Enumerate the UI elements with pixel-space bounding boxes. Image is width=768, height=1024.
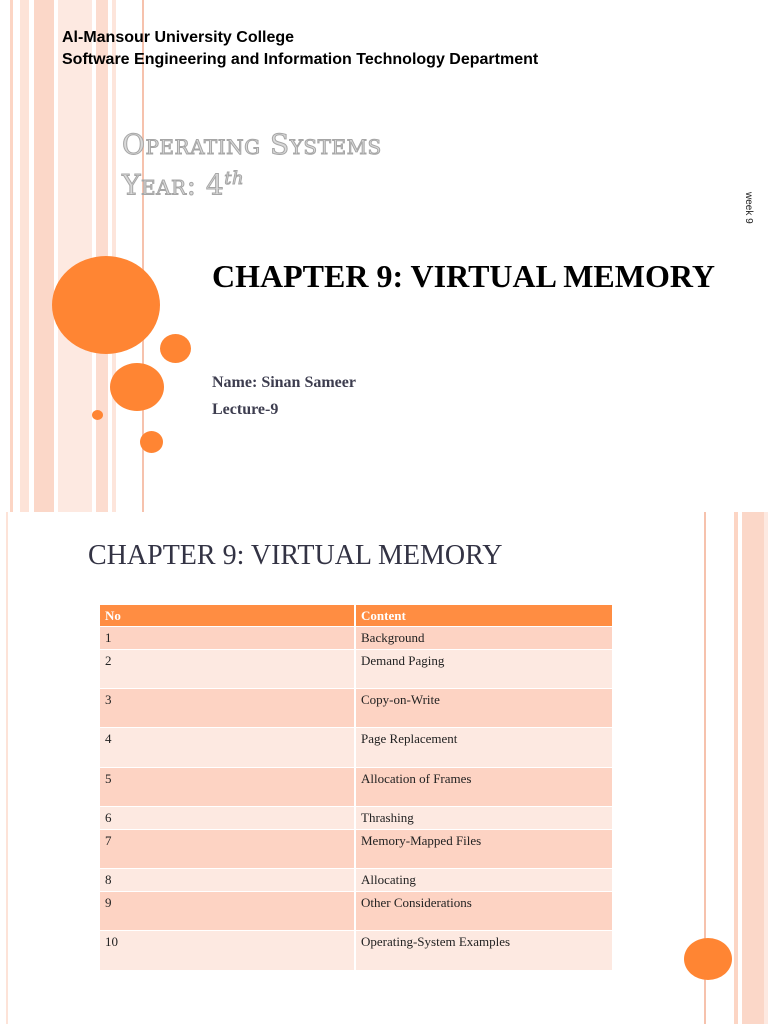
table-row bbox=[100, 931, 612, 970]
row-content: Memory-Mapped Files bbox=[355, 830, 612, 869]
row-number: 1 bbox=[100, 627, 355, 650]
row-number: 8 bbox=[100, 869, 355, 892]
decorative-circle bbox=[92, 410, 103, 420]
table-row bbox=[100, 807, 612, 830]
right-stripe bbox=[734, 512, 738, 1024]
decorative-circle bbox=[160, 334, 191, 363]
row-content: Demand Paging bbox=[355, 650, 612, 689]
row-content: Thrashing bbox=[355, 807, 612, 830]
decorative-circle bbox=[684, 938, 732, 980]
row-content: Page Replacement bbox=[355, 728, 612, 768]
column-header-content: Content bbox=[355, 605, 612, 627]
row-number: 10 bbox=[100, 931, 355, 970]
left-stripe bbox=[58, 0, 92, 512]
table-row bbox=[100, 689, 612, 728]
right-stripe bbox=[764, 512, 768, 1024]
row-number: 7 bbox=[100, 830, 355, 869]
year-title bbox=[122, 168, 244, 201]
department-name: Software Engineering and Information Technology Department bbox=[62, 51, 539, 68]
year-label: Year: 4 bbox=[122, 168, 225, 202]
university-name: Al-Mansour University College bbox=[62, 29, 295, 46]
slide-title: CHAPTER 9: VIRTUAL MEMORY bbox=[88, 540, 503, 571]
row-content: Allocating bbox=[355, 869, 612, 892]
column-header-no: No bbox=[100, 605, 355, 627]
row-content: Other Considerations bbox=[355, 892, 612, 931]
course-title: Operating Systems bbox=[122, 128, 382, 161]
table-row bbox=[100, 892, 612, 931]
row-content: Allocation of Frames bbox=[355, 768, 612, 807]
row-number: 4 bbox=[100, 728, 355, 768]
left-stripe bbox=[10, 0, 13, 512]
row-content: Background bbox=[355, 627, 612, 650]
left-stripe bbox=[20, 0, 29, 512]
contents-slide bbox=[0, 512, 768, 1024]
author-name: Name: Sinan Sameer bbox=[212, 374, 356, 391]
table-row bbox=[100, 830, 612, 869]
table-header-row bbox=[100, 605, 612, 627]
left-edge-line bbox=[6, 512, 8, 1024]
row-number: 5 bbox=[100, 768, 355, 807]
row-number: 3 bbox=[100, 689, 355, 728]
right-stripe bbox=[742, 512, 764, 1024]
week-label: week 9 bbox=[743, 192, 754, 224]
row-content: Operating-System Examples bbox=[355, 931, 612, 970]
contents-table bbox=[100, 605, 612, 970]
left-stripe bbox=[34, 0, 54, 512]
table-row bbox=[100, 869, 612, 892]
lecture-label: Lecture-9 bbox=[212, 401, 279, 418]
row-number: 2 bbox=[100, 650, 355, 689]
row-content: Copy-on-Write bbox=[355, 689, 612, 728]
year-superscript: th bbox=[224, 168, 245, 189]
decorative-circle bbox=[52, 256, 160, 354]
row-number: 9 bbox=[100, 892, 355, 931]
decorative-circle bbox=[110, 363, 164, 411]
chapter-title: CHAPTER 9: VIRTUAL MEMORY bbox=[212, 258, 715, 294]
decorative-circle bbox=[140, 431, 163, 453]
table-row bbox=[100, 650, 612, 689]
row-number: 6 bbox=[100, 807, 355, 830]
table-row bbox=[100, 728, 612, 768]
table-row bbox=[100, 768, 612, 807]
table-row bbox=[100, 627, 612, 650]
